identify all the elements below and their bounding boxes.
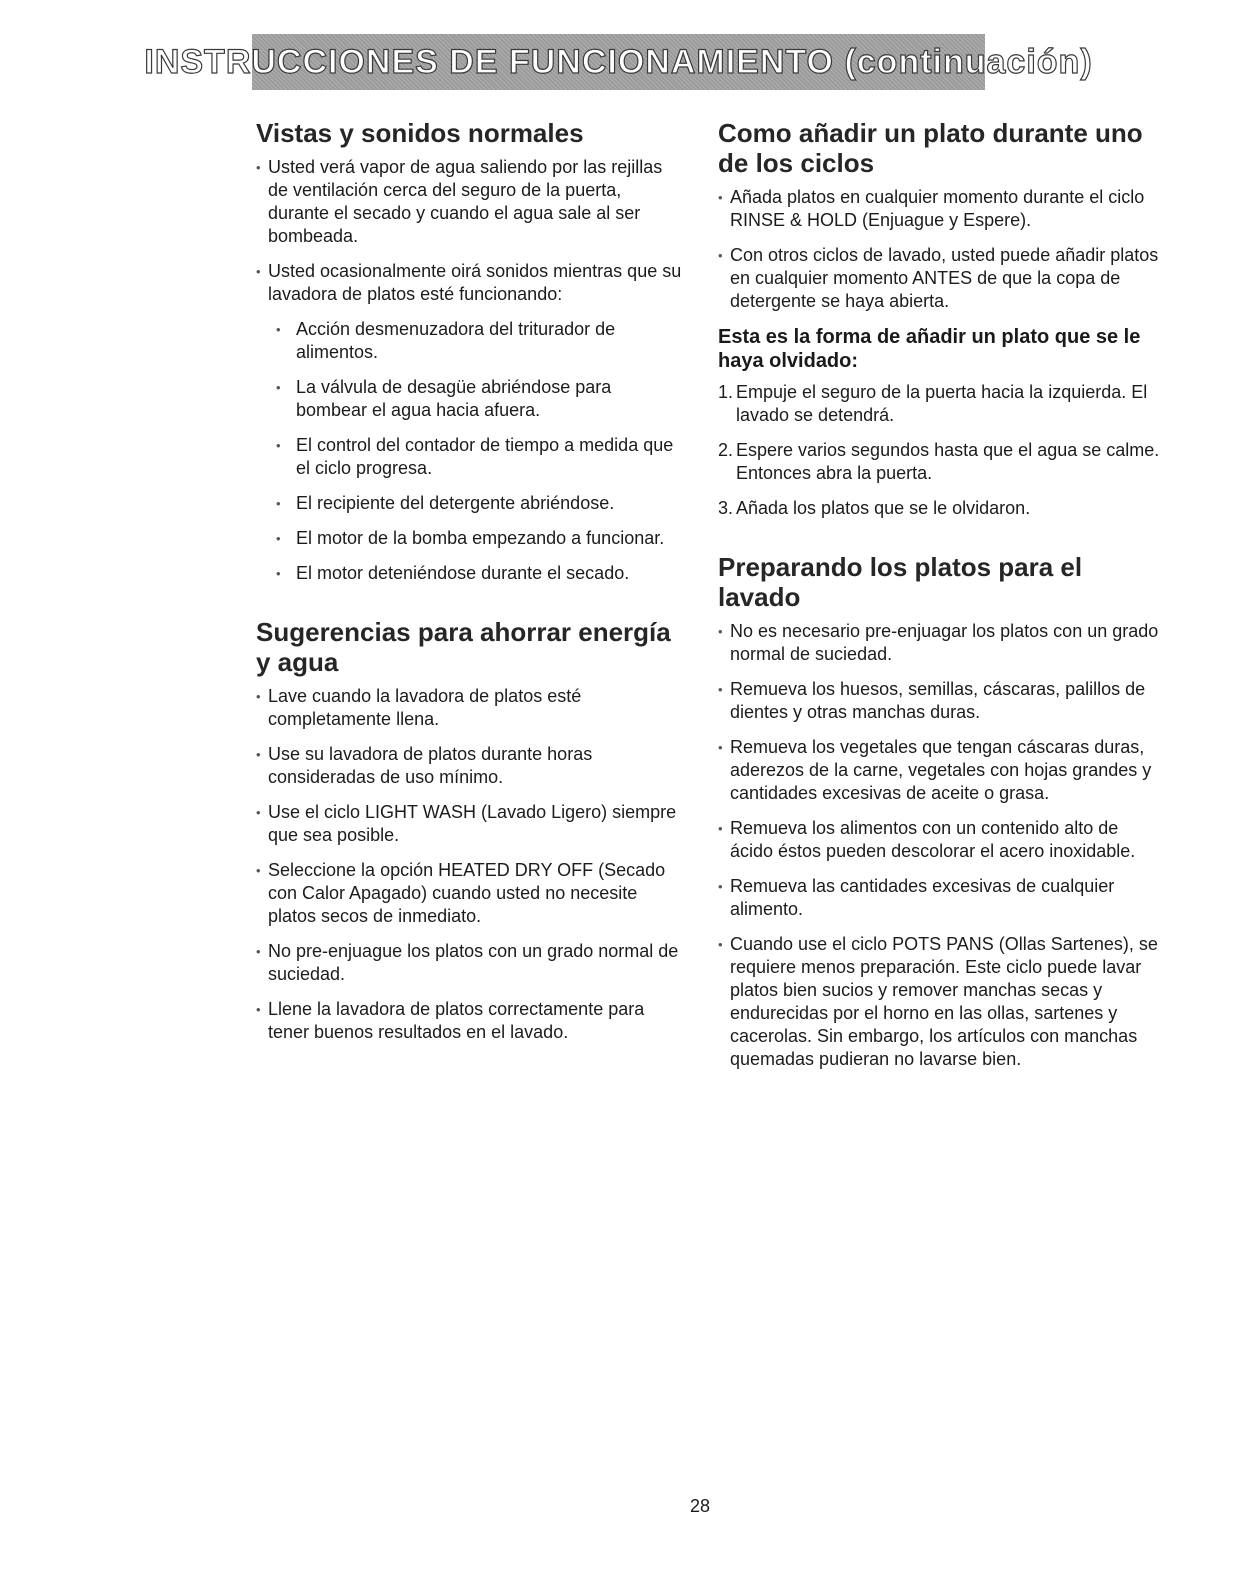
step-number: 1. [718, 382, 734, 402]
list-item: • Con otros ciclos de lavado, usted puede añadir platos en cualquier momento ANTES de que la copa de detergente se haya abierta. [718, 244, 1163, 313]
list-item: • Remueva los alimentos con un contenido alto de ácido éstos pueden descolorar el acero inoxidable. [718, 817, 1163, 863]
banner-title: INSTRUCCIONES DE FUNCIONAMIENTO (continuación) [144, 42, 1093, 81]
sub-list-item: • El control del contador de tiempo a medida que el ciclo progresa. [256, 434, 684, 480]
step-text: Espere varios segundos hasta que el agua se calme. Entonces abra la puerta. [736, 440, 1160, 483]
list-item: • Seleccione la opción HEATED DRY OFF (Secado con Calor Apagado) cuando usted no necesite platos secos de inmediato. [256, 859, 684, 928]
heading-preparing-dishes: Preparando los platos para el lavado [718, 552, 1083, 612]
list-item: • No pre-enjuague los platos con un grado normal de suciedad. [256, 940, 684, 986]
list-item: • Lave cuando la lavadora de platos esté completamente llena. [256, 685, 684, 731]
sub-list-item: • El motor deteniéndose durante el secado. [256, 562, 684, 585]
step-number: 3. [718, 498, 734, 518]
preparing-dishes-list [718, 620, 1163, 1071]
list-item: • Remueva los huesos, semillas, cáscaras, palillos de dientes y otras manchas duras. [718, 678, 1163, 724]
sub-list-item: • Acción desmenuzadora del triturador de alimentos. [256, 318, 684, 364]
normal-sounds-list [256, 156, 684, 585]
list-item: • Remueva las cantidades excesivas de cualquier alimento. [718, 875, 1163, 921]
list-item: • Use su lavadora de platos durante horas consideradas de uso mínimo. [256, 743, 684, 789]
sub-list-item: • El recipiente del detergente abriéndose. [256, 492, 684, 515]
right-column [718, 118, 1163, 1083]
step-item [718, 381, 1163, 427]
subheading-forgotten-dish: Esta es la forma de añadir un plato que se le haya olvidado: [718, 326, 1141, 372]
list-item: • Usted ocasionalmente oirá sonidos mientras que su lavadora de platos esté funcionando: [256, 260, 684, 306]
list-item: • Cuando use el ciclo POTS PANS (Ollas Sartenes), se requiere menos preparación. Este ciclo puede lavar platos bien sucios y remover manchas secas y endurecidas por el horno en las ollas, sartenes y cacerolas. Sin embargo, los artículos con manchas quemadas pudieran no lavarse bien. [718, 933, 1163, 1071]
page-number: 28 [689, 1496, 711, 1516]
sub-list-item: • La válvula de desagüe abriéndose para bombear el agua hacia afuera. [256, 376, 684, 422]
step-text: Añada los platos que se le olvidaron. [736, 498, 1031, 518]
step-number: 2. [718, 440, 734, 460]
list-item: • No es necesario pre-enjuagar los platos con un grado normal de suciedad. [718, 620, 1163, 666]
list-item: • Llene la lavadora de platos correctamente para tener buenos resultados en el lavado. [256, 998, 684, 1044]
heading-add-dish-during-cycle: Como añadir un plato durante uno de los ciclos [718, 118, 1143, 178]
step-item [718, 439, 1163, 485]
heading-energy-saving-tips: Sugerencias para ahorrar energía y agua [256, 617, 671, 677]
list-item: • Añada platos en cualquier momento durante el ciclo RINSE & HOLD (Enjuague y Espere). [718, 186, 1163, 232]
list-item: • Use el ciclo LIGHT WASH (Lavado Ligero) siempre que sea posible. [256, 801, 684, 847]
list-item: • Remueva los vegetales que tengan cáscaras duras, aderezos de la carne, vegetales con hojas grandes y cantidades excesivas de aceite o grasa. [718, 736, 1163, 805]
step-text: Empuje el seguro de la puerta hacia la izquierda. El lavado se detendrá. [736, 382, 1148, 425]
step-item [718, 497, 1163, 520]
list-item: • Usted verá vapor de agua saliendo por las rejillas de ventilación cerca del seguro de la puerta, durante el secado y cuando el agua sale al ser bombeada. [256, 156, 684, 248]
add-dish-list [718, 186, 1163, 313]
energy-tips-list [256, 685, 684, 1044]
section-banner [144, 34, 1093, 90]
forgotten-dish-steps [718, 381, 1163, 520]
left-column [256, 118, 684, 1056]
sub-list-item: • El motor de la bomba empezando a funcionar. [256, 527, 684, 550]
heading-normal-sights-sounds: Vistas y sonidos normales [256, 118, 584, 148]
